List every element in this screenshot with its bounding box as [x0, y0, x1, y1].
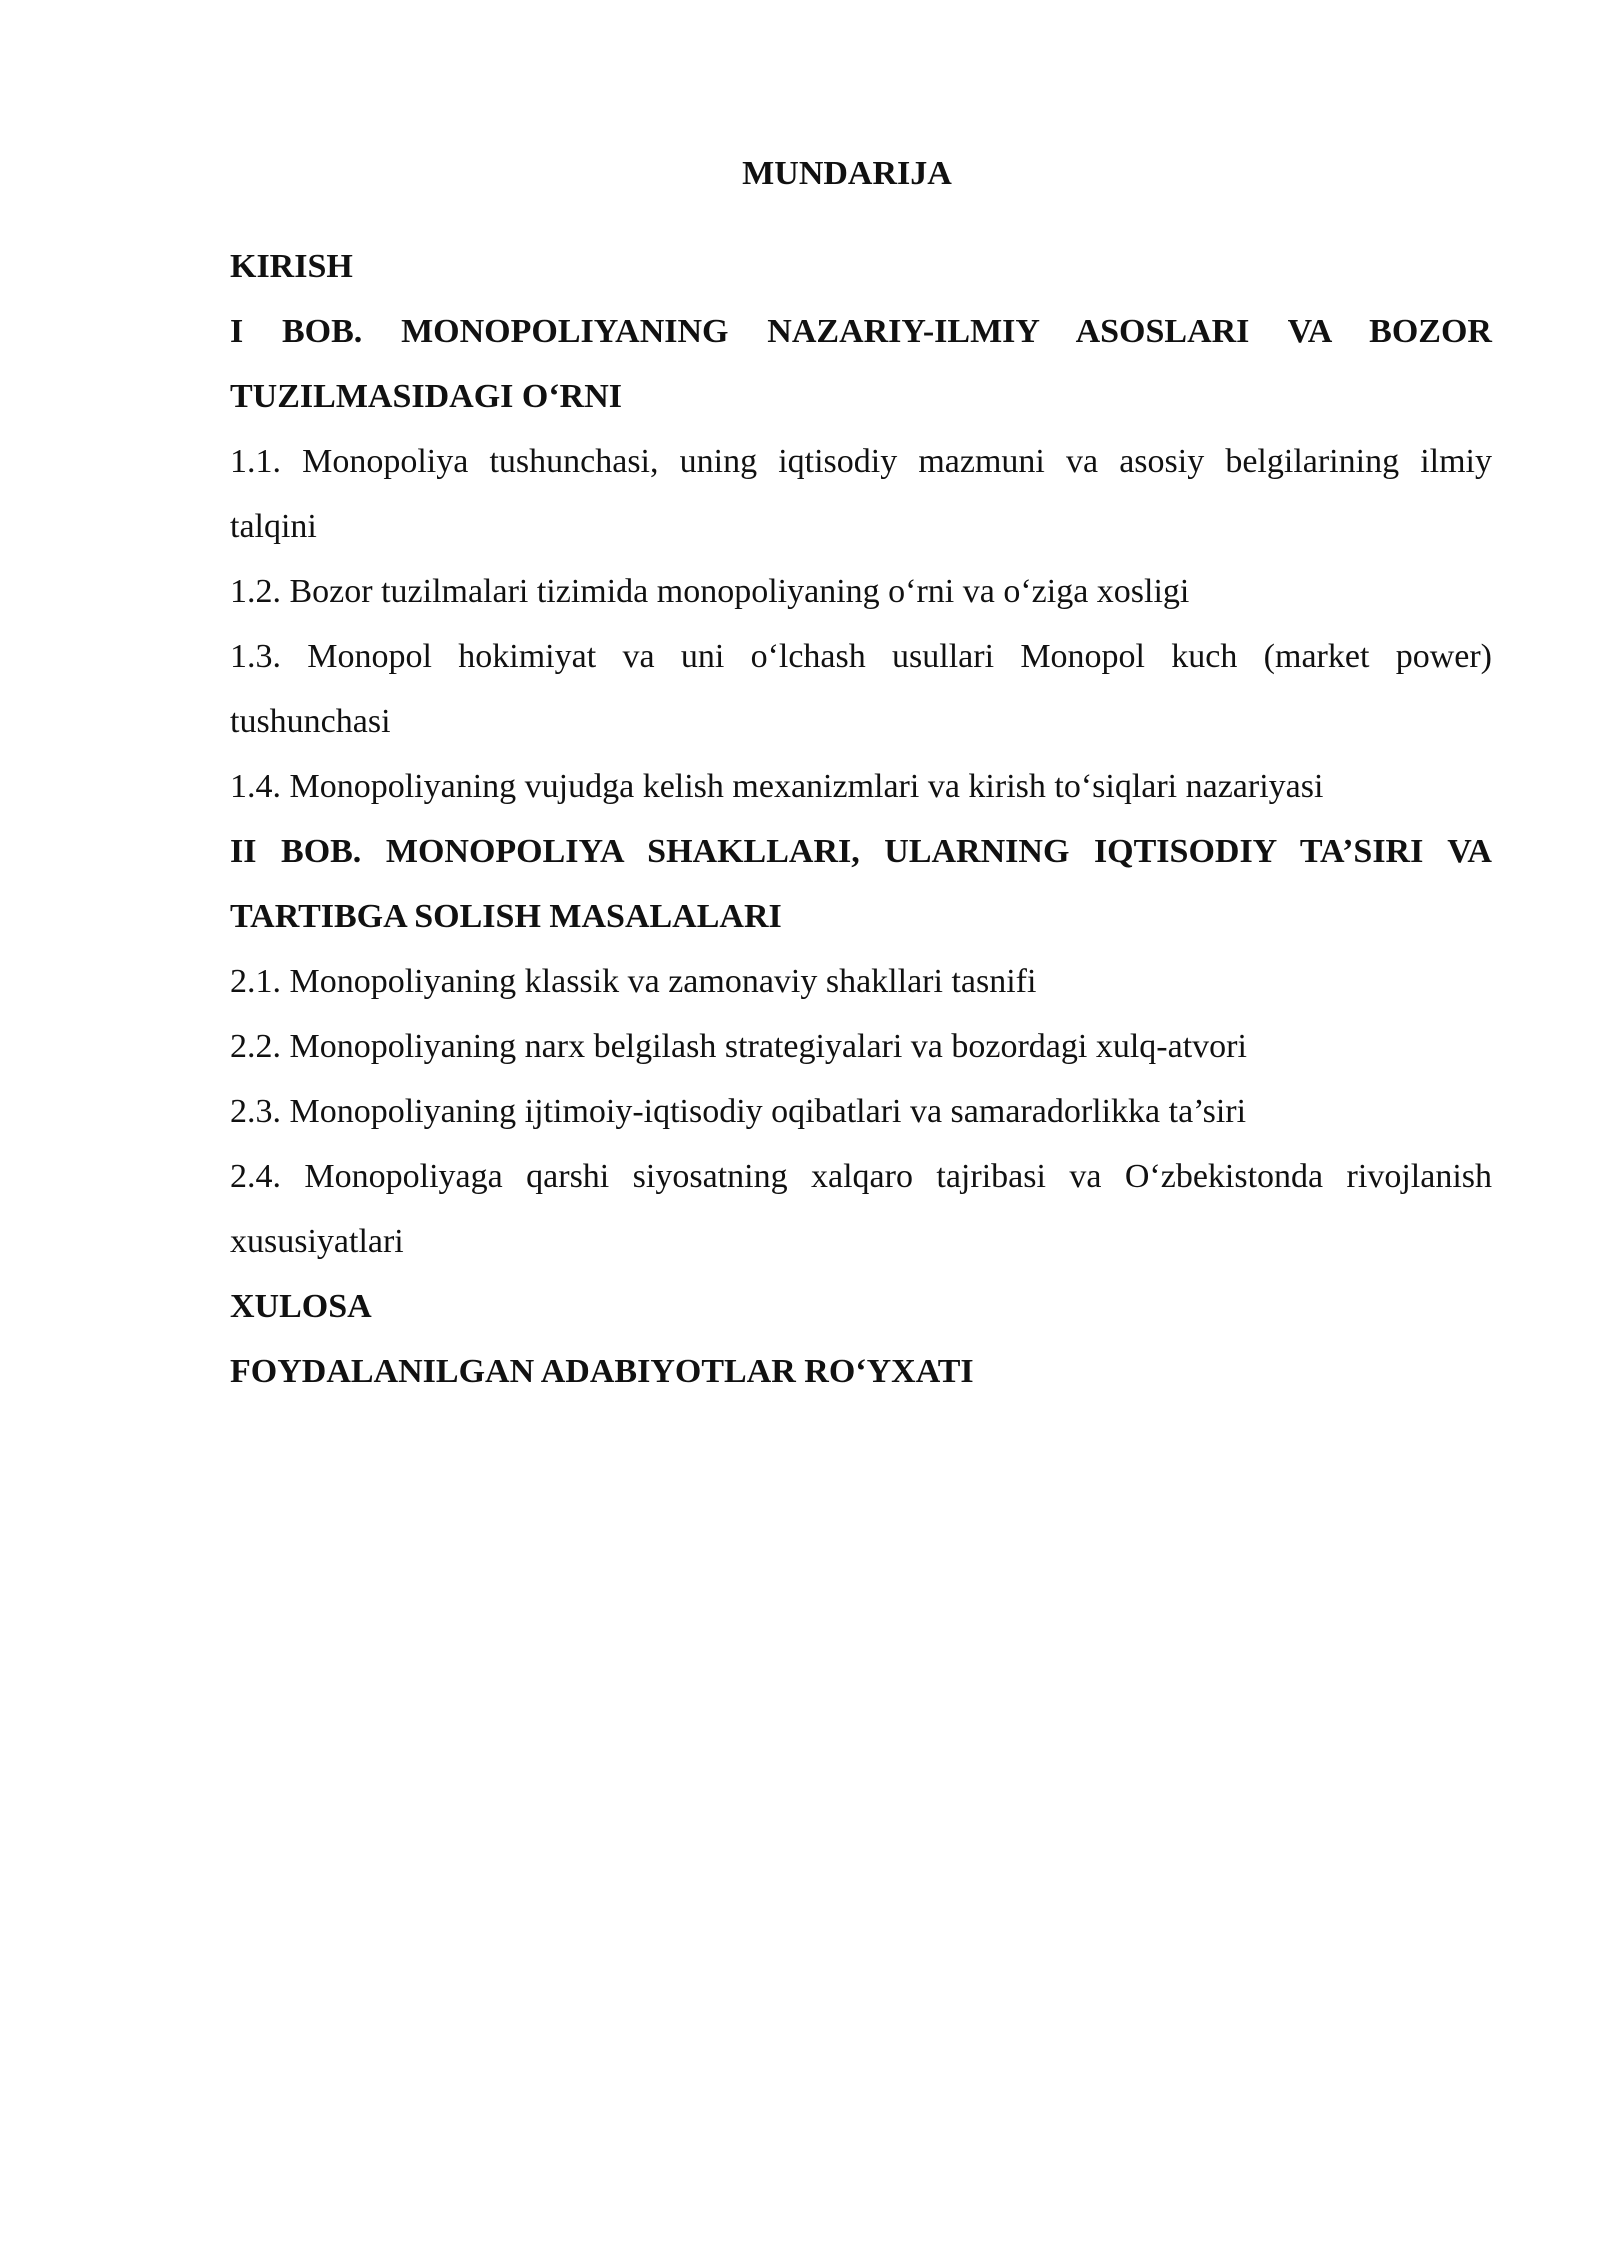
toc-entry-line: xususiyatlari [230, 1223, 404, 1260]
toc-entry-1-2: 1.2. Bozor tuzilmalari tizimida monopoliyaning o‘rni va o‘ziga xosligi [230, 573, 1190, 610]
toc-entry-line: II BOB. MONOPOLIYA SHAKLLARI, ULARNING IQTISODIY TA’SIRI VA [230, 833, 1492, 870]
toc-entry-chapter-1 [230, 299, 1492, 429]
page-title: MUNDARIJA [742, 155, 952, 192]
toc-entry-2-2: 2.2. Monopoliyaning narx belgilash strategiyalari va bozordagi xulq-atvori [230, 1028, 1247, 1065]
toc-entry-line: tushunchasi [230, 703, 391, 740]
toc-entry-1-4: 1.4. Monopoliyaning vujudga kelish mexanizmlari va kirish to‘siqlari nazariyasi [230, 768, 1324, 805]
toc-entry-xulosa: XULOSA [230, 1288, 372, 1325]
toc-entry-line: TUZILMASIDAGI O‘RNI [230, 378, 622, 415]
toc-entry-line: TARTIBGA SOLISH MASALALARI [230, 898, 782, 935]
toc-entry-line: 1.3. Monopol hokimiyat va uni o‘lchash usullari Monopol kuch (market power) [230, 638, 1492, 675]
toc-entry-2-3: 2.3. Monopoliyaning ijtimoiy-iqtisodiy oqibatlari va samaradorlikka ta’siri [230, 1093, 1247, 1130]
table-of-contents [230, 234, 1492, 1404]
toc-entry-references: FOYDALANILGAN ADABIYOTLAR RO‘YXATI [230, 1353, 974, 1390]
toc-entry-line: 2.4. Monopoliyaga qarshi siyosatning xalqaro tajribasi va O‘zbekistonda rivojlanish [230, 1158, 1492, 1195]
toc-entry-1-3 [230, 624, 1492, 754]
toc-entry-line: 1.1. Monopoliya tushunchasi, uning iqtisodiy mazmuni va asosiy belgilarining ilmiy [230, 443, 1492, 480]
toc-entry-2-1: 2.1. Monopoliyaning klassik va zamonaviy shakllari tasnifi [230, 963, 1037, 1000]
toc-entry-line: I BOB. MONOPOLIYANING NAZARIY-ILMIY ASOSLARI VA BOZOR [230, 313, 1492, 350]
toc-entry-2-4 [230, 1144, 1492, 1274]
toc-entry-chapter-2 [230, 819, 1492, 949]
toc-entry-1-1 [230, 429, 1492, 559]
toc-entry-kirish: KIRISH [230, 248, 353, 285]
toc-entry-line: talqini [230, 508, 317, 545]
